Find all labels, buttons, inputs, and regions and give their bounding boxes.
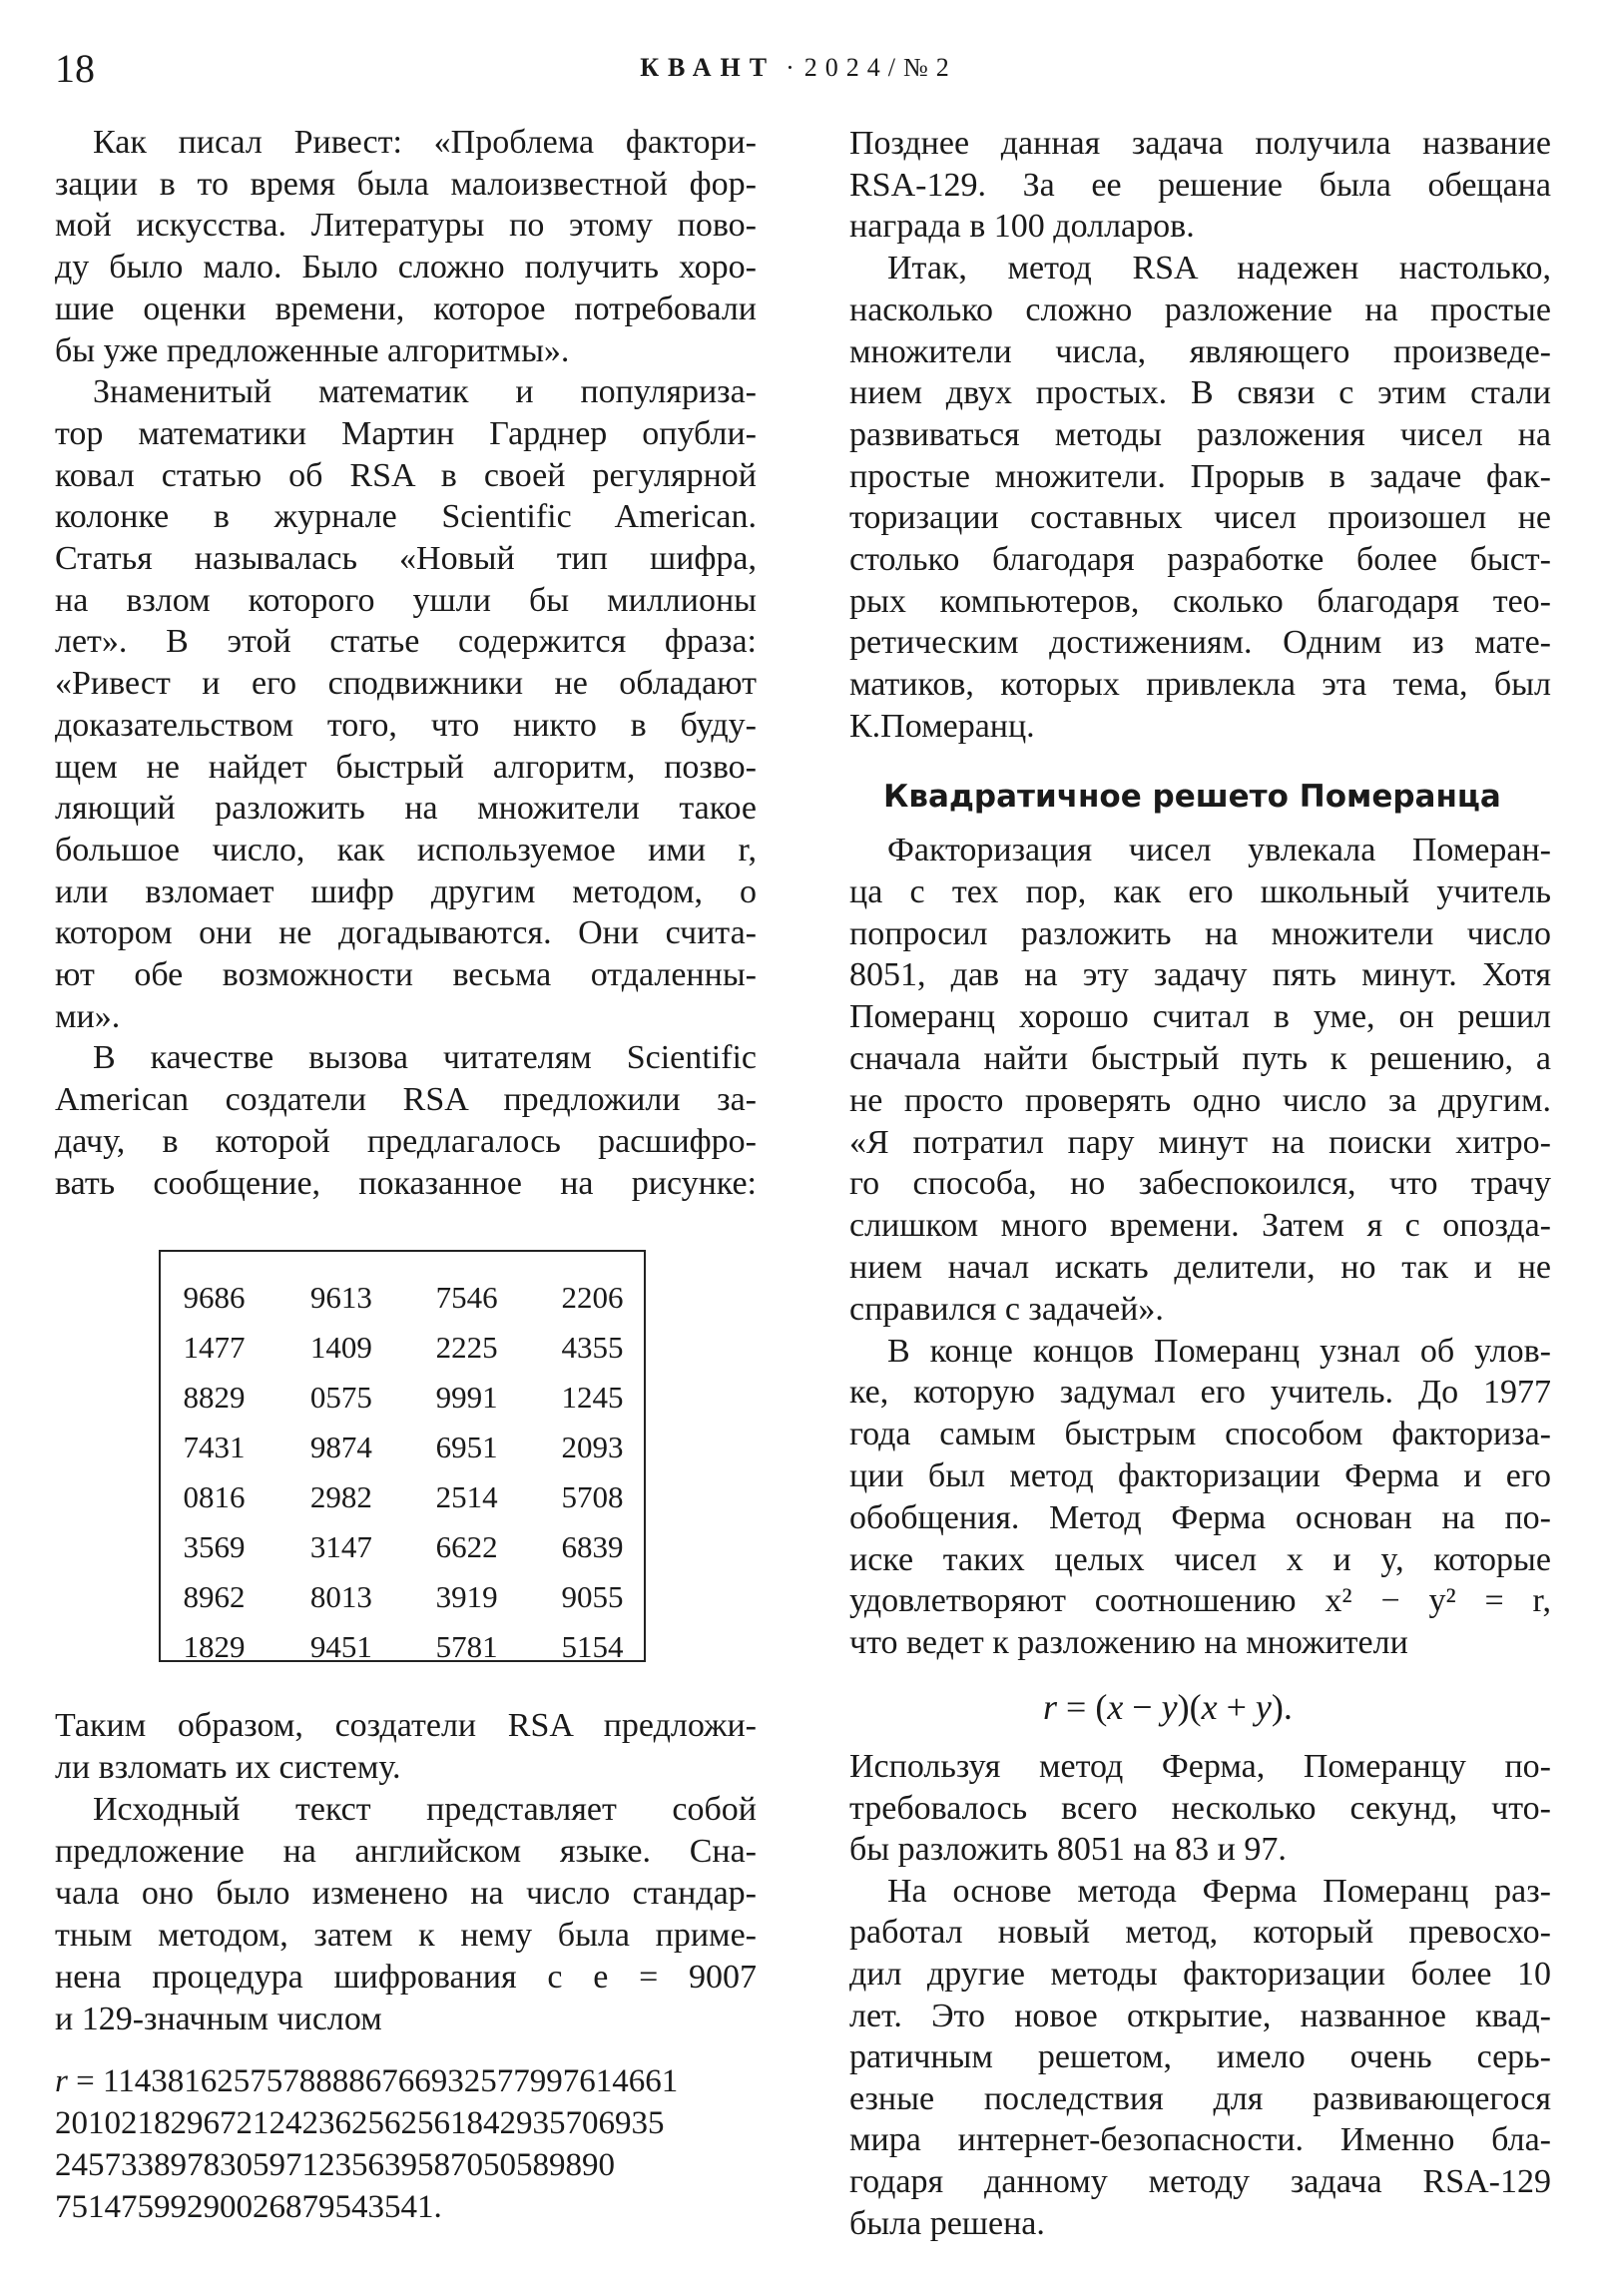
text-line: Исходный текст представляет собой [93,1791,757,1828]
page-number: 18 [55,46,95,91]
r-value-line: 75147599290026879543541. [55,2189,442,2225]
text-line: Итак, метод RSA надежен настолько, [887,250,1551,287]
fermat-formula: r = (x − y)(x + y). [1043,1687,1293,1727]
text-line: рых компьютеров, сколько благодаря тео- [849,582,1551,620]
text-line: нием начал искать делители, но так и не [849,1249,1551,1286]
text-line: обобщения. Метод Ферма основан на по- [849,1498,1551,1536]
text-line: ке, которую задумал его учитель. До 1977 [849,1374,1551,1412]
text-line: щем не найдет быстрый алгоритм, позво- [55,748,757,786]
text-line: колонке в журнале Scientific American. [55,498,757,536]
table-cell: 5781 [435,1629,498,1664]
text-line: множители числа, являющего произведе- [849,332,1551,370]
text-line: насколько сложно разложение на простые [849,290,1551,328]
table-row [161,1622,644,1672]
table-cell: 3147 [309,1529,372,1564]
table-cell: 9991 [435,1380,498,1415]
table-cell: 5708 [561,1479,624,1514]
text-line: 8051, дав на эту задачу пять минут. Хотя [849,956,1551,994]
table-cell: 5154 [561,1629,624,1664]
table-row [161,1323,644,1373]
text-line: на взлом которого ушли бы миллионы [55,581,757,619]
text-line: столько благодаря разработке более быст- [849,541,1551,578]
table-cell: 0575 [309,1380,372,1415]
text-line: ковал статью об RSA в своей регулярной [55,456,757,494]
table-cell: 6839 [561,1529,624,1564]
text-line: шие оценки времени, которое потребовали [55,289,757,327]
text-line: RSA-129. За ее решение была обещана [849,166,1551,204]
table-cell: 9055 [561,1579,624,1614]
text-line: предложение на английском языке. Сна- [55,1833,757,1870]
right-column [849,0,1551,2296]
r-digits: 11438162575788886766932577997614661 [102,2063,679,2099]
text-line: Как писал Ривест: «Проблема фактори- [93,124,757,161]
text-line: езные последствия для развивающегося [849,2079,1551,2117]
r-value-line: 2010218296721242362562561842935706935 [55,2105,665,2141]
text-line: На основе метода Ферма Померанц раз- [887,1872,1551,1910]
text-line: Статья называлась «Новый тип шифра, [55,540,757,577]
text-line: и 129-значным числом [55,2001,382,2037]
text-line: что ведет к разложению на множители [849,1624,1408,1662]
text-line: Используя метод Ферма, Померанцу по- [849,1748,1551,1785]
table-row [161,1273,644,1323]
text-line: дил другие методы факторизации более 10 [849,1956,1551,1993]
r-variable: r [55,2063,68,2099]
text-line: нием двух простых. В связи с этим стали [849,374,1551,412]
table-cell: 8829 [183,1380,246,1415]
text-line: требовалось всего несколько секунд, что- [849,1789,1551,1827]
table-cell: 9686 [183,1280,246,1315]
text-line: или взломает шифр другим методом, о [55,872,757,910]
text-line: Померанц хорошо считал в уме, он решил [849,998,1551,1036]
table-cell: 1829 [183,1629,246,1664]
text-line: чала оно было изменено на число стандар- [55,1875,757,1912]
text-line: зации в то время была малоизвестной фор- [55,165,757,203]
table-cell: 1477 [183,1330,246,1365]
table-cell: 8962 [183,1579,246,1614]
text-line: попросил разложить на множители число [849,914,1551,952]
text-line: «Ривест и его сподвижники не обладают [55,665,757,703]
text-line: нена процедура шифрования с e = 9007 [55,1959,757,1996]
text-line: годаря данному методу задача RSA-129 [849,2163,1551,2200]
table-row [161,1572,644,1622]
text-line: тор математики Мартин Гарднер опубли- [55,414,757,452]
text-line: В качестве вызова читателям Scientific [93,1039,757,1077]
table-cell: 2982 [309,1479,372,1514]
text-line: тным методом, затем к нему была приме- [55,1917,757,1954]
text-line: работал новый метод, который превосхо- [849,1914,1551,1952]
text-line: справился с задачей». [849,1290,1164,1328]
magazine-title: КВАНТ [640,53,777,82]
text-line: ратичным решетом, имело очень серь- [849,2038,1551,2076]
text-line: ца с тех пор, как его школьный учитель [849,872,1551,910]
text-line: мира интернет-безопасности. Именно бла- [849,2121,1551,2159]
table-row [161,1373,644,1423]
r-value-line: 2457338978305971235639587050589890 [55,2147,615,2183]
text-line: ми». [55,997,121,1035]
text-line: вать сообщение, показанное на рисунке: [55,1164,757,1202]
text-line: Факторизация чисел увлекала Померан- [887,832,1551,868]
table-cell: 9451 [309,1629,372,1664]
table-cell: 2225 [435,1330,498,1365]
table-cell: 3569 [183,1529,246,1564]
table-cell: 1245 [561,1380,624,1415]
table-cell: 3919 [435,1579,498,1614]
equals-sign: = [67,2063,103,2099]
text-line: ют обе возможности весьма отдаленны- [55,956,757,993]
text-line: не просто проверять одно число за другим. [849,1081,1551,1119]
text-line: го способа, но забеспокоился, что трачу [849,1165,1551,1203]
table-row [161,1472,644,1522]
left-column [55,0,757,2296]
text-line: «Я потратил пару минут на поиски хитро- [849,1123,1551,1161]
text-line: дачу, в которой предлагалось расшифро- [55,1122,757,1160]
text-line: бы разложить 8051 на 83 и 97. [849,1831,1287,1869]
text-line: ретическим достижениям. Одним из мате- [849,624,1551,662]
table-cell: 2514 [435,1479,498,1514]
text-line: сначала найти быстрый путь к решению, а [849,1040,1551,1077]
text-line: лет». В этой статье содержится фраза: [55,623,757,661]
text-line: Позднее данная задача получила название [849,125,1551,162]
r-value-line [55,2060,757,2102]
table-cell: 0816 [183,1479,246,1514]
text-line: развиваться методы разложения чисел на [849,415,1551,453]
text-line: слишком много времени. Затем я с опозда- [849,1207,1551,1245]
text-line: лет. Это новое открытие, названное квад- [849,1997,1551,2034]
table-cell: 7546 [435,1280,498,1315]
ciphertext-table [159,1250,646,1662]
text-line: простые множители. Прорыв в задаче фак- [849,457,1551,495]
header-separator: · [786,53,795,82]
table-cell: 7431 [183,1430,246,1464]
text-line: ду было мало. Было сложно получить хоро- [55,249,757,287]
text-line: К.Померанц. [849,707,1035,745]
table-cell: 9874 [309,1430,372,1464]
text-line: Таким образом, создатели RSA предложи- [55,1707,757,1744]
table-cell: 6951 [435,1430,498,1464]
text-line: мой искусства. Литературы по этому пово- [55,207,757,245]
section-heading: Квадратичное решето Померанца [883,779,1501,815]
text-line: большое число, как используемое ими r, [55,831,757,868]
text-line: В конце концов Померанц узнал об улов- [887,1332,1551,1370]
text-line: иске таких целых чисел x и y, которые [849,1540,1551,1578]
text-line: матиков, которых привлекла эта тема, был [849,666,1551,704]
table-cell: 4355 [561,1330,624,1365]
text-line: торизации составных чисел произошел не [849,499,1551,537]
text-line: ции был метод факторизации Ферма и его [849,1457,1551,1494]
table-cell: 6622 [435,1529,498,1564]
text-line: удовлетворяют соотношению x² − y² = r, [849,1582,1551,1620]
text-line: бы уже предложенные алгоритмы». [55,331,570,369]
text-line: доказательством того, что никто в буду- [55,706,757,744]
table-cell: 2206 [561,1280,624,1315]
text-line: была решена. [849,2204,1045,2242]
table-row [161,1423,644,1472]
table-cell: 2093 [561,1430,624,1464]
issue-number: 2024/№2 [803,53,957,82]
text-line: ли взломать их систему. [55,1749,401,1786]
table-cell: 8013 [309,1579,372,1614]
table-cell: 1409 [309,1330,372,1365]
text-line: Знаменитый математик и популяриза- [93,373,757,411]
text-line: награда в 100 долларов. [849,208,1195,246]
text-line: ляющий разложить на множители такое [55,790,757,828]
table-row [161,1522,644,1572]
text-line: котором они не догадываются. Они счита- [55,914,757,952]
text-line: года самым быстрым способом факториза- [849,1416,1551,1453]
table-cell: 9613 [309,1280,372,1315]
text-line: American создатели RSA предложили за- [55,1081,757,1119]
